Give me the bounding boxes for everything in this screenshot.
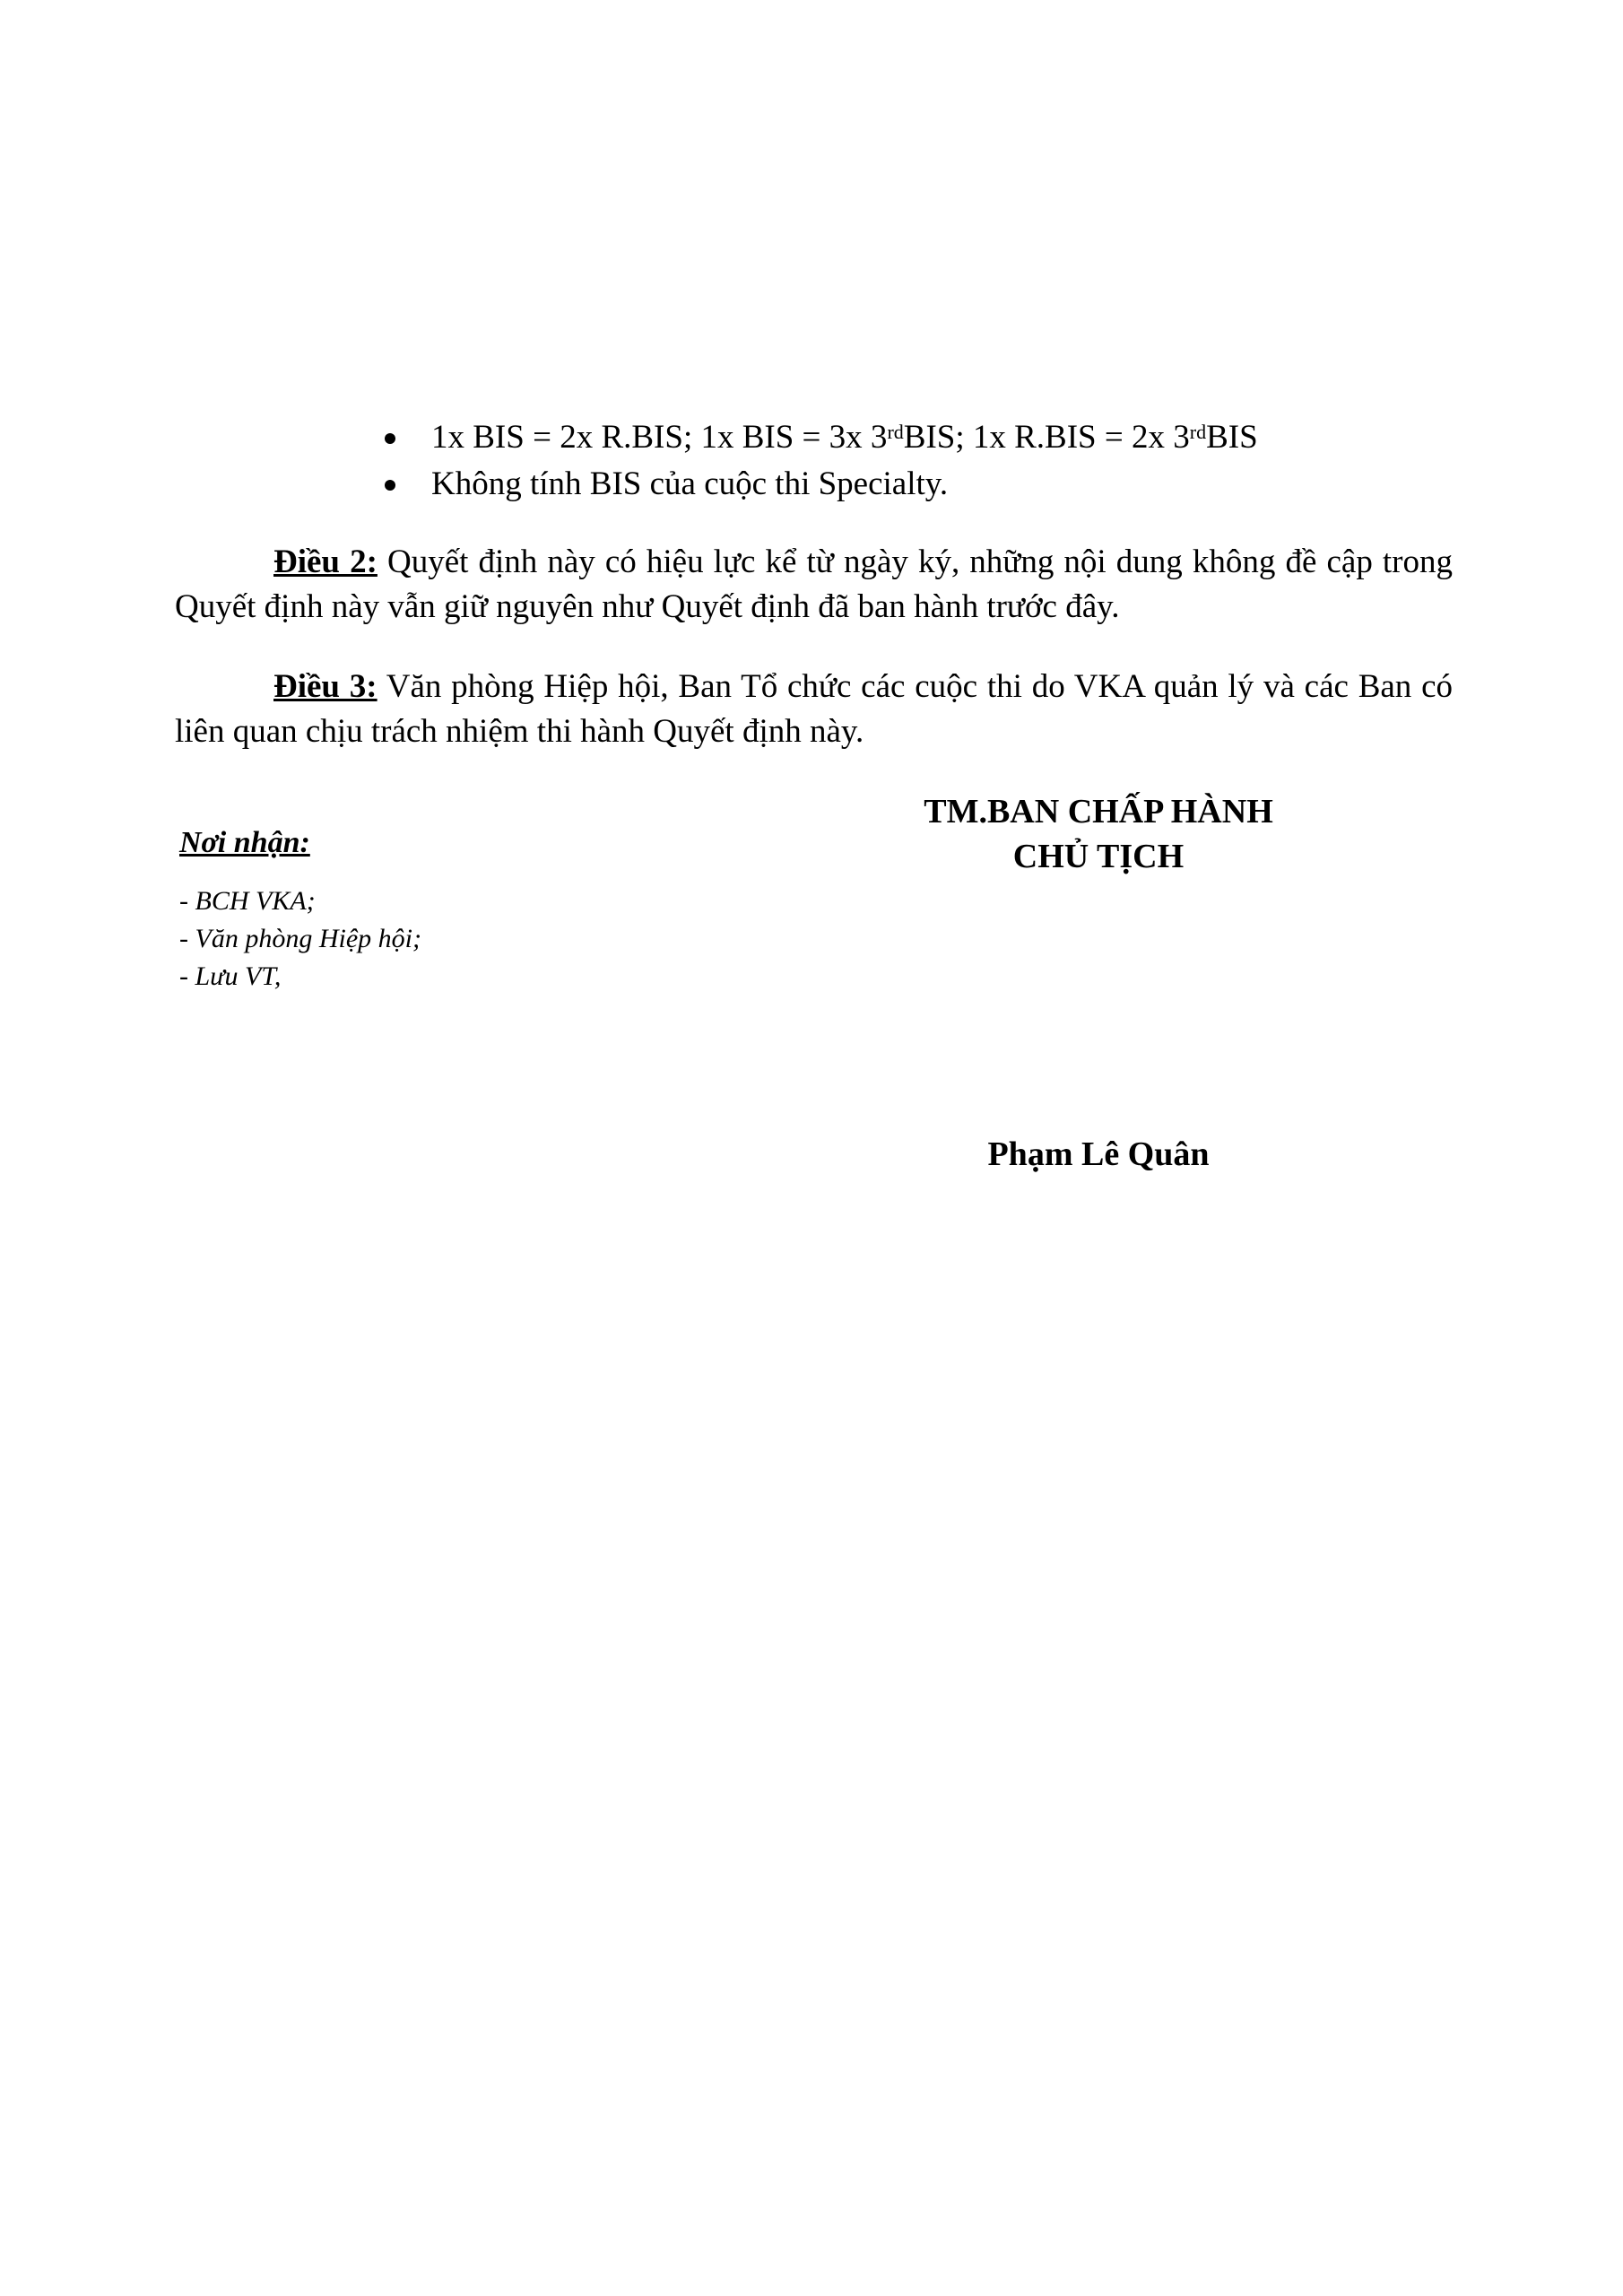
list-item: - Lưu VT, [179,961,282,991]
signer-name: Phạm Lê Quân [987,1135,1210,1173]
bullet-icon [385,433,395,444]
recipients-block [179,823,717,996]
article-3-paragraph [175,665,1453,754]
rule-text-part: BIS [1206,419,1258,456]
article-3-text: Văn phòng Hiệp hội, Ban Tổ chức các cuộc thi do VKA quản lý và các Ban có liên quan chịu trách nhiệm thi hành Quyết định này. [175,668,1453,750]
bullet-icon [385,480,395,491]
conversion-rules-list [381,414,1502,508]
recipients-title: Nơi nhận: [179,826,310,859]
list-item [381,461,1502,508]
signature-title: TM.BAN CHẤP HÀNH [924,793,1273,831]
rule-text-part: BIS; 1x R.BIS = 2x 3 [903,419,1190,456]
ordinal-suffix: rd [887,421,904,443]
article-2-paragraph [175,540,1453,630]
article-3-label: Điều 3: [273,668,378,705]
rule-text-part: 1x BIS = 2x R.BIS; 1x BIS = 3x 3 [431,419,888,456]
ordinal-suffix: rd [1189,421,1207,443]
article-2-label: Điều 2: [273,544,378,580]
list-item [381,414,1502,461]
signature-block [861,789,1336,879]
rule-text: Không tính BIS của cuộc thi Specialty. [431,465,949,502]
list-item: - Văn phòng Hiệp hội; [179,924,421,953]
article-2-text: Quyết định này có hiệu lực kể từ ngày ký, những nội dung không đề cập trong Quyết định này vẫn giữ nguyên như Quyết định đã ban hành trước đây. [175,544,1454,625]
list-item: - BCH VKA; [179,886,316,916]
recipients-list [179,883,717,996]
signature-position: CHỦ TỊCH [1012,838,1185,875]
